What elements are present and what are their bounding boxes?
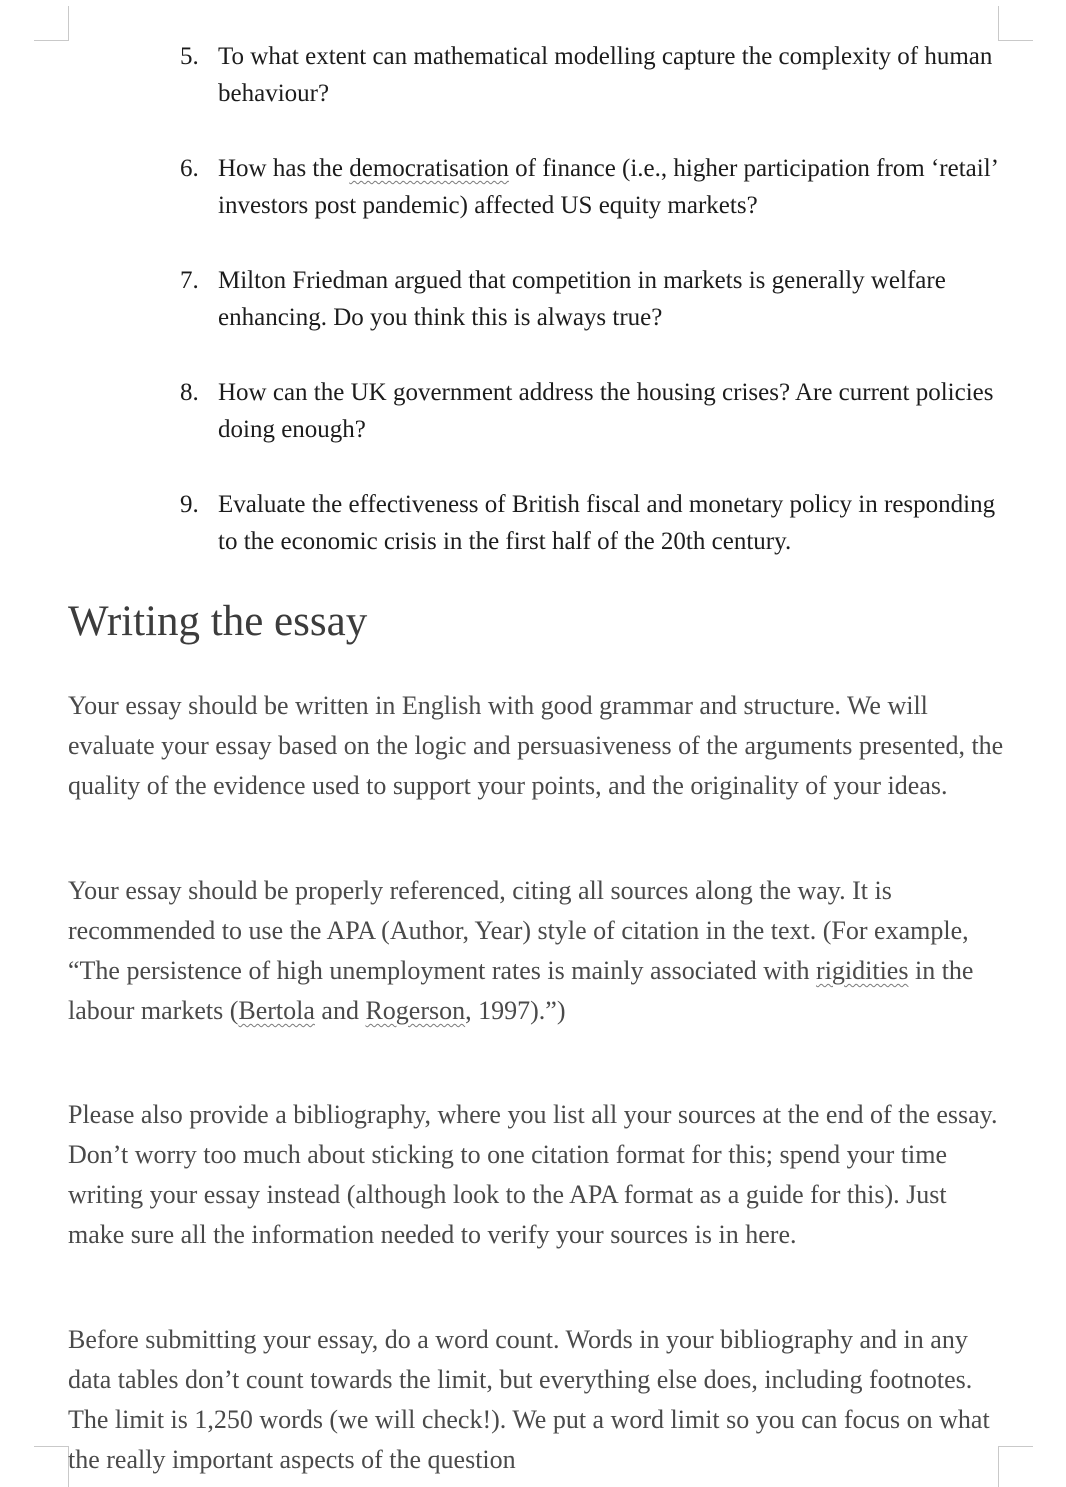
question-text: How can the UK government address the housing crises? Are current policies doing enough? [218,379,994,443]
paragraph-text-part: , 1997).”) [465,996,566,1025]
question-text-part: How has the [218,155,350,182]
question-text: Evaluate the effectiveness of British fiscal and monetary policy in responding to the economic crisis in the first half of the 20th century. [218,491,996,555]
question-number: 8. [180,379,199,406]
crop-mark-top-right [998,6,1033,41]
question-item-8 [180,374,1010,448]
paragraph-bibliography: Please also provide a bibliography, where you list all your sources at the end of the essay. Don’t worry too much about sticking to one citation format for this; spend your time writing your essay instead (although look to the APA format as a guide for this). Just make sure all the information needed to verify your sources is in here. [68,1100,998,1249]
question-item-5 [180,38,1010,112]
paragraph-grammar-structure: Your essay should be written in English with good grammar and structure. We will evaluate your essay based on the logic and persuasiveness of the arguments presented, the quality of the evidence used to support your points, and the originality of your ideas. [68,691,1004,800]
spellcheck-flagged-word[interactable]: democratisation [349,155,509,182]
question-text: To what extent can mathematical modelling capture the complexity of human behaviour? [218,43,993,107]
paragraph-referencing [68,871,1008,1031]
spellcheck-flagged-word[interactable]: Rogerson [365,996,466,1025]
question-item-9 [180,486,1010,560]
essay-question-list [180,38,1010,598]
section-heading: Writing the essay [68,598,368,645]
question-number: 5. [180,43,199,70]
paragraph-text-part: and [314,996,366,1025]
paragraph-text-part: in the labour markets ( [68,956,974,1025]
paragraph-word-count: Before submitting your essay, do a word count. Words in your bibliography and in any data tables don’t count towards the limit, but everything else does, including footnotes. The limit is 1,250 words (we will check!). We put a word limit so you can focus on what the really important aspects of the question [68,1325,990,1474]
spellcheck-flagged-word[interactable]: Bertola [238,996,315,1025]
crop-mark-bottom-left [34,1446,69,1487]
question-number: 6. [180,155,199,182]
question-item-7 [180,262,1010,336]
question-item-6 [180,150,1010,224]
question-text: Milton Friedman argued that competition in markets is generally welfare enhancing. Do you think this is always true? [218,267,946,331]
question-number: 9. [180,491,199,518]
spellcheck-flagged-word[interactable]: rigidities [816,956,909,985]
paragraph-text-part: Your essay should be properly referenced, citing all sources along the way. It is recommended to use the APA (Author, Year) style of citation in the text. (For example, “The persistence of high unemployment rates is mainly associated with [68,876,969,985]
question-text-part: of finance (i.e., higher participation from ‘retail’ investors post pandemic) affected US equity markets? [218,155,998,219]
question-number: 7. [180,267,199,294]
crop-mark-top-left [34,6,69,41]
